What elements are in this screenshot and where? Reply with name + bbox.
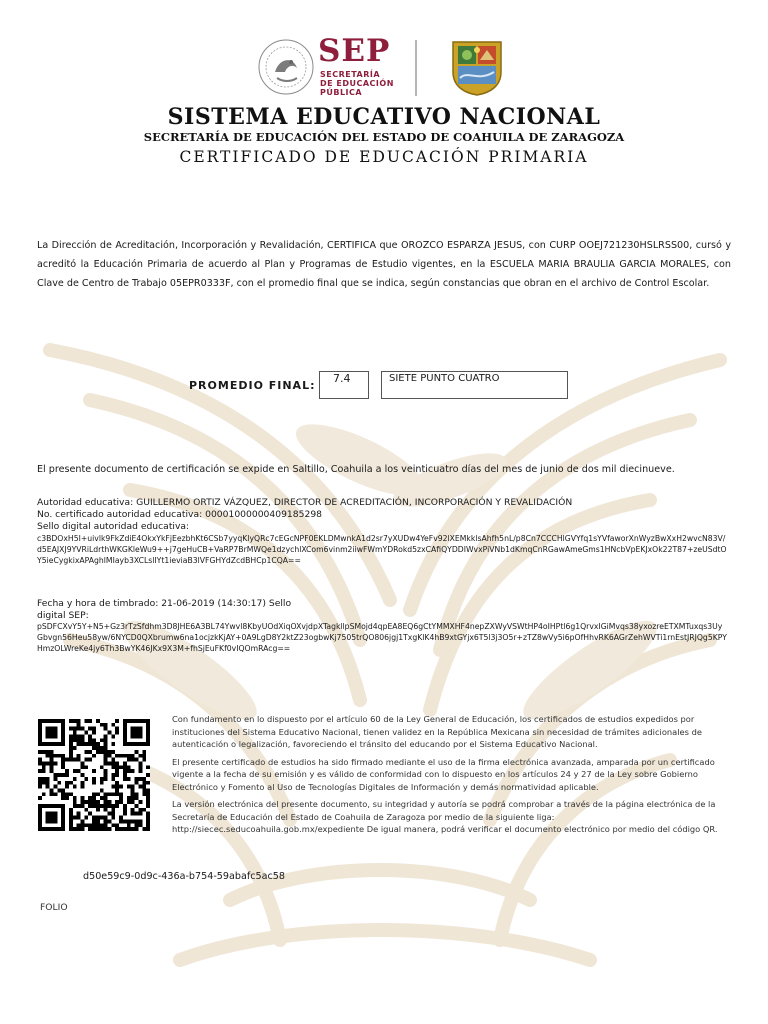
authority-seal-label: Sello digital autoridad educativa: — [37, 521, 190, 532]
coahuila-coat-of-arms-icon — [450, 38, 504, 96]
final-grade-words: SIETE PUNTO CUATRO — [381, 371, 568, 399]
authority-name: Autoridad educativa: GUILLERMO ORTIZ VÁZQUEZ, DIRECTOR DE ACREDITACIÓN, INCORPORACIÓN Y REVALIDACIÓN — [37, 497, 573, 508]
timbrado-block — [37, 598, 291, 622]
document-uuid: d50e59c9-0d9c-436a-b754-59abafc5ac58 — [83, 871, 285, 882]
timbrado-date: Fecha y hora de timbrado: 21-06-2019 (14:30:17) Sello — [37, 598, 292, 609]
page-subtitle: SECRETARÍA DE EDUCACIÓN DEL ESTADO DE COAHUILA DE ZARAGOZA — [143, 130, 625, 144]
legal-text — [172, 713, 732, 836]
legal-paragraph-3: La versión electrónica del presente documento, su integridad y autoría se podrá comprobar a través de la página electrónica de la Secretaría de Educación del Estado de Coahuila de Zaragoza por medio de la siguiente liga: http://siecec.seducoahuila.gob.mx/expediente De igual manera, podrá verificar el documento electrónico por medio del código QR. — [172, 799, 718, 834]
authority-block — [37, 497, 572, 533]
folio-label: FOLIO — [40, 902, 68, 913]
qr-code[interactable] — [38, 716, 150, 834]
page-title: SISTEMA EDUCATIVO NACIONAL — [167, 104, 601, 130]
legal-paragraph-1: Con fundamento en lo dispuesto por el artículo 60 de la Ley General de Educación, los certificados de estudios expedidos por instituciones del Sistema Educativo Nacional, tienen validez en la República Mexicana sin necesidad de trámites adicionales de autenticación o legalización, favoreciendo el tránsito del educando por el Sistema Educativo Nacional. — [172, 714, 702, 749]
certification-paragraph: La Dirección de Acreditación, Incorporación y Revalidación, CERTIFICA que OROZCO ESPARZA JESUS, con CURP OOEJ721230HSLRSS00, cursó y acreditó la Educación Primaria de acuerdo al Plan y Programas de Estudio vigentes, en la ESCUELA MARIA BRAULIA GARCIA MORALES, con Clave de Centro de Trabajo 05EPR0333F, con el promedio final que se indica, según constancias que obran en el archivo de Control Escolar. — [37, 240, 731, 289]
sep-digital-seal: pSDFCXvY5Y+N5+Gz3rTzSfdhm3D8JHE6A3BL74Ywvl8KbyUOdXiqOXvjdpXTagkllpSMojd4qpEA8EQ6gCtYMMXHF4nepZXWyVSWtHP4oIHPtl6g1QrvxIGiMvqs38yxozreETXMTuxqs3UyGbvgn56Heu58yw/6NYCD0QXbrumw6na1ocjzkKjAY+0A9LgD8Y2ktZ23ogbwKj7505trQO806jgj1TxgKlK4hB9xtGYjx6T5l3j3O5r+zTZ8wVy5i6pOfHhvRK6AGrZehWVTi1rnEstJRJQg5KPYHmzOLWreKe4jy6Th3BwYK46JKx9X3M+fhSjEuFKf0vIQOmRAcg== — [37, 622, 727, 653]
legal-paragraph-2: El presente certificado de estudios ha sido firmado mediante el uso de la firma electrónica avanzada, amparada por un certificado vigente a la fecha de su emisión y es válido de conformidad con lo dispuesto en los artículos 24 y 27 de la Ley sobre Gobierno Electrónico y Fomento al Uso de Tecnologías Digitales de Información y demás normatividad aplicable. — [172, 756, 715, 792]
timbrado-seal-label: digital SEP: — [37, 610, 89, 621]
authority-certificate-number: No. certificado autoridad educativa: 00001000000409185298 — [37, 509, 323, 520]
certificate-title: CERTIFICADO DE EDUCACIÓN PRIMARIA — [179, 148, 589, 166]
issue-statement: El presente documento de certificación se expide en Saltillo, Coahuila a los veinticuatro días del mes de junio de dos mil diecinueve. — [37, 464, 675, 475]
header-divider — [415, 40, 417, 96]
final-grade-number: 7.4 — [319, 371, 369, 399]
sep-logo: SEP — [318, 33, 391, 69]
final-grade-label: PROMEDIO FINAL: — [189, 379, 316, 392]
authority-digital-seal: c3BDOxH5I+uivlk9FkZdiE4OkxYkFjEezbhKt6CSb7yyqKlyQRc7cEGcNPF0EKLDMwnkA1d2sr7yXUDw4YeFv92lXEMkklsAhfh5nL/p8Cn7CCCHlGVYfq1sYVfaworXnWyzBwXxH2wvcN83V/d5EAJXJ9YVRiLdrthWKGKleWu9++j7geHuCB+VaRP7BrMWQe1dzychlXCom6vinm2iiwFWmYDRokd5zxCAfiQYDDIWvxPiVNb1dKmqCnRGawAmeGms1HNcbVpEKJxOk22T87+zeUSdtOY5ieCygkixAPAghlMIayb3XCLslIYt1ieviaB3lVFGHYdZcdBHCp1CQA== — [37, 534, 727, 565]
sep-logo-subtitle: SECRETARÍA DE EDUCACIÓN PÚBLICA — [320, 70, 394, 97]
national-seal-icon — [257, 38, 315, 96]
watermark-emblem — [30, 340, 730, 1000]
